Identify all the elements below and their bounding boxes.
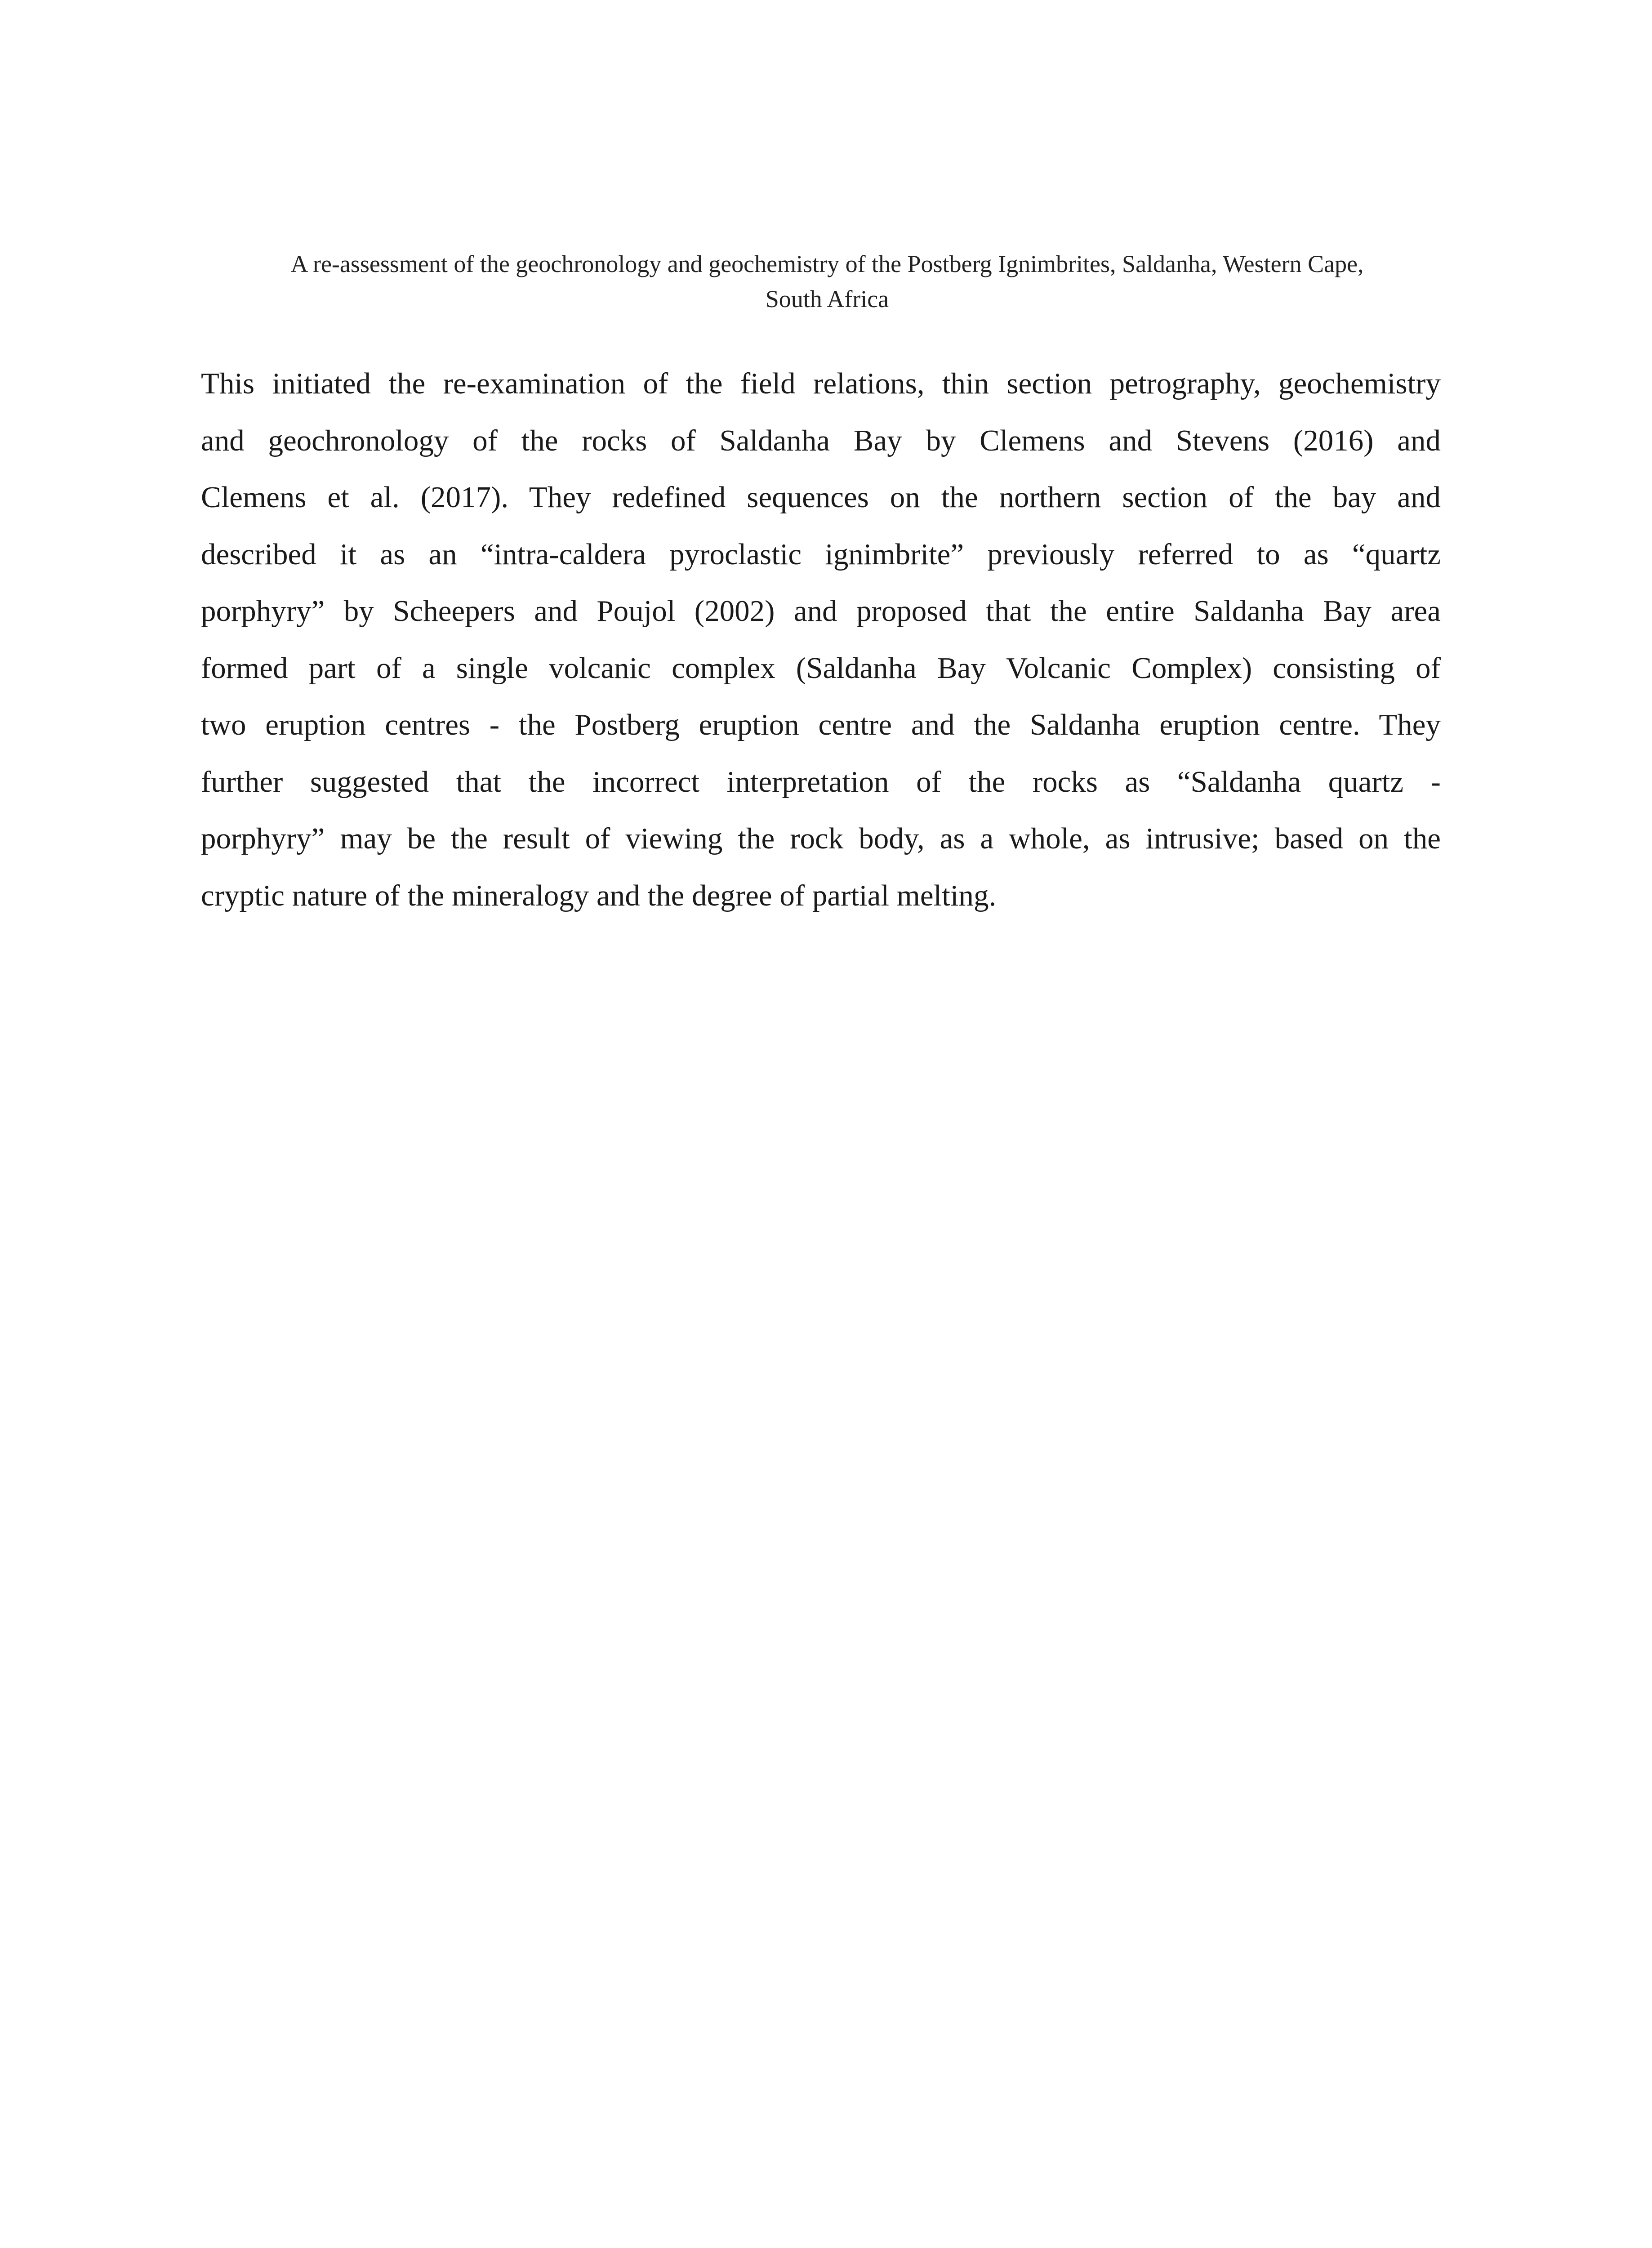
paragraph-line: Clemens et al. (2017). They redefined sequences on the northern section of the bay and	[201, 481, 1441, 514]
running-header-line-1: A re-assessment of the geochronology and geochemistry of the Postberg Ignimbrites, Saldanha, Western Cape,	[290, 250, 1364, 277]
running-header	[198, 246, 1456, 317]
paragraph-line: porphyry” by Scheepers and Poujol (2002) and proposed that the entire Saldanha Bay area	[201, 594, 1441, 628]
body-paragraph	[201, 355, 1441, 924]
paragraph-line: porphyry” may be the result of viewing the rock body, as a whole, as intrusive; based on the	[201, 822, 1441, 855]
paragraph-line: formed part of a single volcanic complex (Saldanha Bay Volcanic Complex) consisting of	[201, 651, 1441, 685]
paragraph-line: described it as an “intra-caldera pyroclastic ignimbrite” previously referred to as “quartz	[201, 537, 1441, 571]
paragraph-line: further suggested that the incorrect interpretation of the rocks as “Saldanha quartz -	[201, 765, 1441, 798]
running-header-line-2: South Africa	[765, 285, 889, 312]
paragraph-line: This initiated the re-examination of the field relations, thin section petrography, geochemistry	[201, 367, 1441, 400]
paragraph-line: cryptic nature of the mineralogy and the degree of partial melting.	[201, 879, 997, 912]
paragraph-line: and geochronology of the rocks of Saldanha Bay by Clemens and Stevens (2016) and	[201, 424, 1441, 457]
paragraph-line: two eruption centres - the Postberg eruption centre and the Saldanha eruption centre. They	[201, 708, 1441, 741]
